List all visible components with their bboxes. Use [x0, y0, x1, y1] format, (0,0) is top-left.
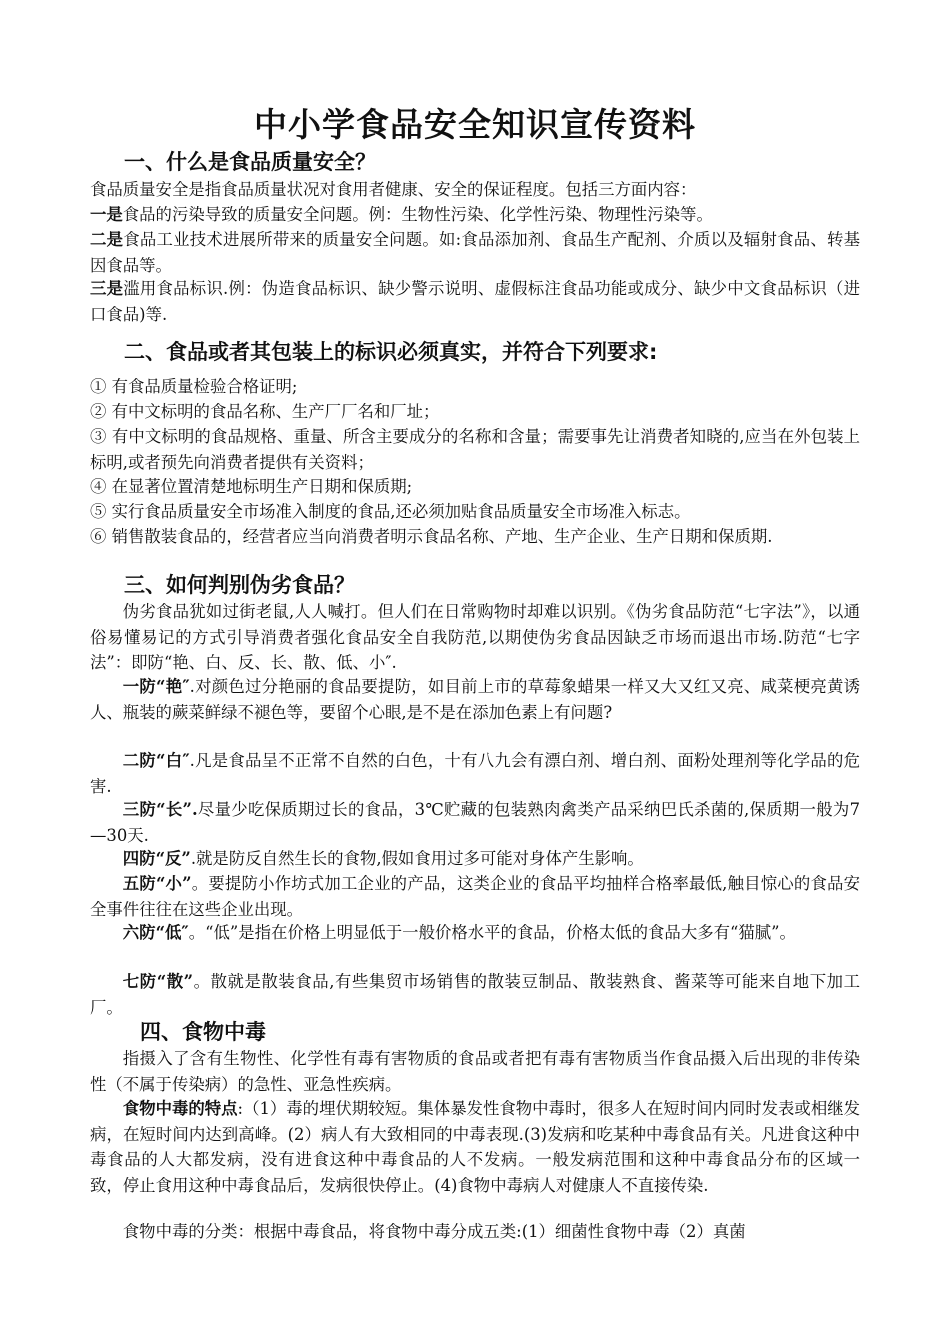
rule-lead: 一防“艳″ [122, 677, 190, 696]
rule-item [90, 748, 860, 799]
item-text: 食品的污染导致的质量安全问题。例：生物性污染、化学性污染、物理性污染等。 [122, 205, 713, 224]
requirement-item: ① 有食品质量检验合格证明; [90, 377, 298, 396]
features-text: :（1）毒的埋伏期较短。集体暴发性食物中毒时，很多人在短时间内同时发表或相继发病，在短时间内达到高峰。(2）病人有大致相同的中毒表现.(3)发病和吃某种中毒食品有关。凡进食这种中毒食品的人大都发病，没有进食这种中毒食品的人不发病。一般发病范围和这种中毒食品分布的区域一致，停止食用这种中毒食品后，发病很快停止。(4)食物中毒病人对健康人不直接传染. [90, 1099, 861, 1195]
rule-lead: 五防“小” [122, 874, 192, 893]
rule-item [90, 920, 860, 946]
rule-text: .就是防反自然生长的食物,假如食用过多可能对身体产生影响。 [190, 849, 644, 868]
requirement-item: ② 有中文标明的食品名称、生产厂厂名和厂址； [90, 402, 440, 421]
section-4-intro: 指摄入了含有生物性、化学性有毒有害物质的食品或者把有毒有害物质当作食品摄入后出现的非传染性（不属于传染病）的急性、亚急性疾病。 [90, 1049, 860, 1094]
requirement-item: ③ 有中文标明的食品规格、重量、所含主要成分的名称和含量；需要事先让消费者知晓的,应当在外包装上标明,或者预先向消费者提供有关资料； [90, 427, 860, 472]
features-lead: 食物中毒的特点 [122, 1099, 238, 1118]
rule-lead: 六防“低″ [122, 923, 189, 942]
rule-text: .凡是食品呈不正常不自然的白色，十有八九会有漂白剂、增白剂、面粉处理剂等化学品的危害. [90, 751, 860, 796]
classification-paragraph: 食物中毒的分类：根据中毒食品，将食物中毒分成五类:(1）细菌性食物中毒（2）真菌 [122, 1222, 746, 1241]
section-1-item [90, 202, 860, 228]
item-lead: 一是 [90, 205, 123, 224]
features-paragraph [90, 1096, 860, 1198]
rule-item [90, 797, 860, 848]
rule-lead: 三防“长”. [122, 800, 198, 819]
rule-text: 。“低”是指在价格上明显低于一般价格水平的食品，价格太低的食品大多有“猫腻”。 [188, 923, 796, 942]
section-1-intro: 食品质量安全是指食品质量状况对食用者健康、安全的保证程度。包括三方面内容： [90, 180, 697, 199]
rule-text: 。散就是散装食品,有些集贸市场销售的散装豆制品、散装熟食、酱菜等可能来自地下加工厂。 [90, 972, 860, 1017]
rule-item [90, 969, 860, 1020]
section-1-item [90, 276, 860, 327]
section-3-heading: 三、如何判别伪劣食品？ [124, 573, 355, 597]
requirement-item: ⑤ 实行食品质量安全市场准入制度的食品,还必须加贴食品质量安全市场准入标志。 [90, 502, 691, 521]
section-1-item [90, 227, 860, 278]
requirement-item: ⑥ 销售散装食品的，经营者应当向消费者明示食品名称、产地、生产企业、生产日期和保质期. [90, 527, 773, 546]
section-3-intro: 伪劣食品犹如过街老鼠,人人喊打。但人们在日常购物时却难以识别。《伪劣食品防范“七字法”》，以通俗易懂易记的方式引导消费者强化食品安全自我防范,以期使伪劣食品因缺乏市场而退出市场.防范“七字法”：即防“艳、白、反、长、散、低、小″. [90, 602, 861, 672]
item-lead: 二是 [90, 230, 124, 249]
rule-item [90, 674, 860, 725]
section-2-heading: 二、食品或者其包装上的标识必须真实，并符合下列要求: [124, 340, 658, 364]
rule-text: .对颜色过分艳丽的食品要提防，如目前上市的草莓象蜡果一样又大又红又亮、咸菜梗亮黄诱人、瓶装的蕨菜鲜绿不褪色等，要留个心眼,是不是在添加色素上有问题? [90, 677, 860, 722]
rule-item [90, 846, 860, 872]
item-text: 食品工业技术进展所带来的质量安全问题。如:食品添加剂、食品生产配剂、介质以及辐射食品、转基因食品等。 [90, 230, 861, 275]
rule-item [90, 871, 860, 922]
requirement-item: ④ 在显著位置清楚地标明生产日期和保质期; [90, 477, 413, 496]
rule-text: 尽量少吃保质期过长的食品，3℃贮藏的包装熟肉禽类产品采纳巴氏杀菌的,保质期一般为7—30天. [90, 800, 860, 845]
section-4-heading: 四、食物中毒 [140, 1020, 266, 1044]
item-lead: 三是 [90, 279, 124, 298]
rule-text: 。要提防小作坊式加工企业的产品，这类企业的食品平均抽样合格率最低,触目惊心的食品安全事件往往在这些企业出现。 [90, 874, 860, 919]
item-text: 滥用食品标识.例：伪造食品标识、缺少警示说明、虚假标注食品功能或成分、缺少中文食品标识（进口食品)等. [90, 279, 861, 324]
rule-lead: 四防“反” [122, 849, 191, 868]
rule-lead: 二防“白″ [122, 751, 190, 770]
section-1-heading: 一、什么是食品质量安全？ [124, 150, 376, 174]
rule-lead: 七防“散” [122, 972, 194, 991]
document-title: 中小学食品安全知识宣传资料 [254, 105, 696, 144]
